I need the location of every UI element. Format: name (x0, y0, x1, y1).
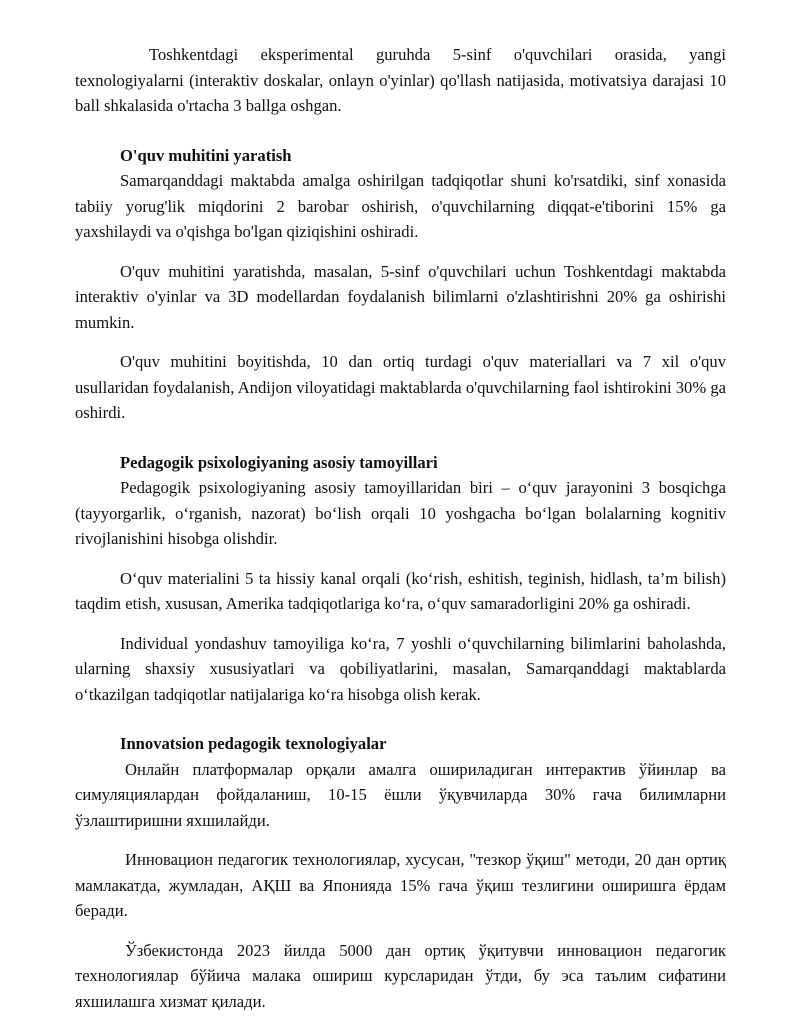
paragraph: O‘quv materialini 5 ta hissiy kanal orqali (ko‘rish, eshitish, teginish, hidlash, ta’m bilish) taqdim etish, xususan, Amerika tadqiqotlariga ko‘ra, o‘quv samaradorligini 20% ga oshiradi. (75, 568, 726, 613)
section-heading-learning-environment: O'quv muhitini yaratish (120, 145, 292, 165)
intro-paragraph: Toshkentdagi eksperimental guruhda 5-sinf o'quvchilari orasida, yangi texnologiyalarni (interaktiv doskalar, onlayn o'yinlar) qo'llash natijasida, motivatsiya darajasi 10 ball shkalasida o'rtacha 3 ballga oshgan. (75, 45, 726, 115)
document-body (75, 42, 726, 1014)
paragraph: O'quv muhitini yaratishda, masalan, 5-sinf o'quvchilari uchun Toshkentdagi maktabda interaktiv o'yinlar va 3D modellardan foydalanish bilimlarni o'zlashtirishni 20% ga oshirishi mumkin. (75, 261, 726, 332)
section-heading-innovative-technologies: Innovatsion pedagogik texnologiyalar (120, 734, 387, 753)
section-heading-psychology-principles: Pedagogik psixologiyaning asosiy tamoyillari (120, 452, 438, 472)
paragraph: Онлайн платформалар орқали амалга ошириладиган интерактив ўйинлар ва симуляциялардан фойдаланиш, 10-15 ёшли ўқувчиларда 30% гача билимларни ўзлаштиришни яхшилайди. (75, 759, 726, 830)
paragraph: Ўзбекистонда 2023 йилда 5000 дан ортиқ ўқитувчи инновацион педагогик технологиялар бўйича малака ошириш курсларидан ўтди, бу эса таълим сифатини яхшилашга хизмат қилади. (75, 940, 726, 1011)
paragraph: Samarqanddagi maktabda amalga oshirilgan tadqiqotlar shuni ko'rsatdiki, sinf xonasida tabiiy yorug'lik miqdorini 2 barobar oshirish, o'quvchilarning diqqat-e'tiborini 15% ga yaxshilaydi va o'qishga bo'lgan qiziqishini oshiradi. (75, 171, 726, 241)
paragraph: Individual yondashuv tamoyiliga ko‘ra, 7 yoshli o‘quvchilarning bilimlarini baholashda, ularning shaxsiy xususiyatlari va qobiliyatlarini, masalan, Samarqanddagi maktablarda o‘tkazilgan tadqiqotlar natijalariga ko‘ra hisobga olish kerak. (75, 633, 726, 704)
paragraph: O'quv muhitini boyitishda, 10 dan ortiq turdagi o'quv materiallari va 7 xil o'quv usullaridan foydalanish, Andijon viloyatidagi maktablarda o'quvchilarning faol ishtirokini 30% ga oshirdi. (75, 352, 726, 422)
paragraph: Инновацион педагогик технологиялар, хусусан, "тезкор ўқиш" методи, 20 дан ортиқ мамлакатда, жумладан, АҚШ ва Японияда 15% гача ўқиш тезлигини оширишга ёрдам беради. (75, 850, 726, 920)
paragraph: Pedagogik psixologiyaning asosiy tamoyillaridan biri – o‘quv jarayonini 3 bosqichga (tayyorgarlik, o‘rganish, nazorat) bo‘lish orqali 10 yoshgacha bo‘lgan bolalarning kognitiv rivojlanishini hisobga olishdir. (75, 478, 726, 548)
